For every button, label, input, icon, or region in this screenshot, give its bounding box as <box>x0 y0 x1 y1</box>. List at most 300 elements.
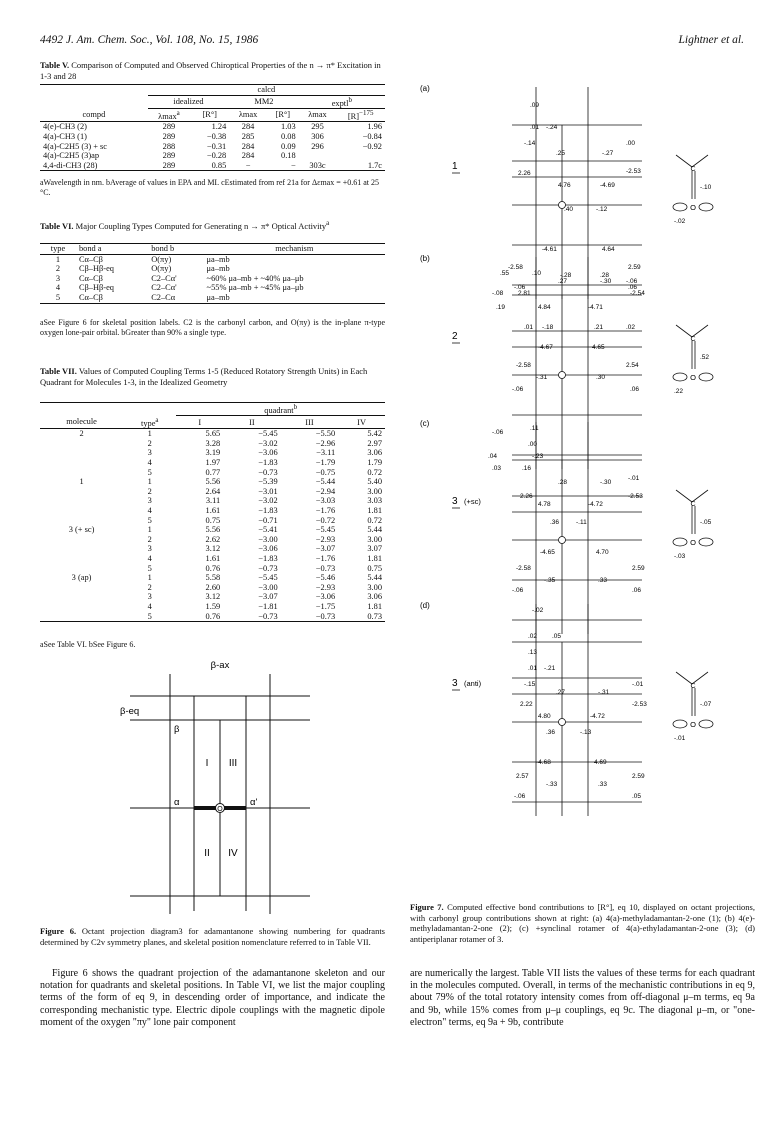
figure7-bond-contribution: -.31 <box>536 374 548 381</box>
table7-cell-q1: 3.28 <box>205 438 221 448</box>
table5-col-r175: $[R]^{-175}$ <box>347 108 374 121</box>
figure7-bond-contribution: 2.81 <box>518 290 531 297</box>
table7-cell-type: 4 <box>147 506 152 516</box>
figure7-bond-contribution: -.13 <box>580 729 592 736</box>
figure6-label-o: O <box>217 806 223 813</box>
figure7-panel-tag: (a) <box>420 85 430 93</box>
table6-cell-bond-a: Cα–Cβ <box>78 292 103 302</box>
table7-cell-molecule <box>40 535 123 545</box>
table7-cell-q3: −5.45 <box>315 525 336 535</box>
table7-cell-q3: −2.93 <box>315 582 336 592</box>
table5-footnote: aWavelength in nm. bAverage of values in EPA and MI. cEstimated from ref 21a for Δεmax = +0.61 at 25 °C. <box>40 178 380 197</box>
table7-cell-q2: −5.39 <box>258 477 278 487</box>
figure7-bond-contribution: 2.59 <box>628 264 641 271</box>
table7-cell-q2: −0.73 <box>258 563 278 573</box>
table6-cell-mechanism: ~60% μa–mb + ~40% μa–μb <box>206 273 304 283</box>
table-row <box>40 573 385 583</box>
table7-cell-type: 2 <box>147 438 152 448</box>
table7-cell-q1: 0.77 <box>205 467 221 477</box>
table7-cell-q1: 3.19 <box>205 448 221 458</box>
table7-cell-q2: −0.73 <box>258 611 278 621</box>
table6-cell-mechanism: μa–mb <box>206 264 230 274</box>
table-row <box>40 468 385 478</box>
table-row <box>40 612 385 622</box>
table7-cell-q2: −3.02 <box>258 496 278 506</box>
table-row <box>40 293 385 303</box>
table-row <box>40 161 385 171</box>
table-row <box>40 496 385 506</box>
figure7-bond-contribution: -2.58 <box>508 264 523 271</box>
table5-cell-r3 <box>336 151 385 161</box>
figure7-bond-contribution: -.02 <box>532 607 544 614</box>
figure7-panel-tag: (c) <box>420 420 430 428</box>
table5-cell-compd: 4,4-di-CH3 (28) <box>43 160 98 170</box>
figure7-bond-contribution: -.06 <box>514 793 526 800</box>
table7-cell-type: 1 <box>147 429 152 439</box>
table5-cell-r2: 0.09 <box>281 141 296 151</box>
figure7-carbonyl-contribution: -.05 <box>700 519 712 526</box>
figure7-bond-contribution: .40 <box>564 206 574 213</box>
table7-cell-type: 2 <box>147 582 152 592</box>
figure7-bond-contribution: .09 <box>530 102 540 109</box>
table5-cell-l1: 289 <box>162 160 176 170</box>
table5-cell-l2: − <box>245 160 251 170</box>
figure7-carbonyl-contribution-2: -.01 <box>674 735 686 742</box>
figure7-bond-contribution: -.15 <box>524 681 536 688</box>
table7-cell-molecule: 3 (ap) <box>71 573 92 583</box>
table7-cell-q4: 0.75 <box>367 563 382 573</box>
figure7-molecule-number: 3 <box>452 678 458 689</box>
figure7-bond-contribution: 4.65 <box>592 344 605 351</box>
table7-cell-q3: −0.73 <box>315 563 336 573</box>
table7-cell-type: 1 <box>147 573 152 583</box>
figure7-bond-contribution: -.01 <box>632 681 644 688</box>
table5-cell-compd: 4(a)-C2H5 (3)ap <box>43 151 100 161</box>
table7-cell-q2: −0.73 <box>258 467 278 477</box>
figure7-bond-contribution: .21 <box>594 324 604 331</box>
table-row <box>40 254 385 264</box>
table7-cell-q2: −3.06 <box>258 448 278 458</box>
table-row <box>40 448 385 458</box>
figure7-carbonyl-o: O <box>690 538 696 547</box>
table7-cell-q1: 2.60 <box>205 582 221 592</box>
table7-cell-q4: 3.07 <box>367 544 382 554</box>
table7-cell-q2: −5.45 <box>258 573 278 583</box>
table5-group-calcd: calcd <box>148 85 385 96</box>
table7-cell-q1: 5.56 <box>205 525 221 535</box>
table6-col-bond-b: bond b <box>151 244 175 253</box>
table7-cell-q2: −0.71 <box>258 515 278 525</box>
figure7-bond-contribution: -.06 <box>512 386 524 393</box>
table7-group-quadrant: quadrant$^b$ <box>176 403 385 416</box>
table7-cell-q2: −3.02 <box>258 438 278 448</box>
table7-cell-q1: 1.97 <box>205 458 221 468</box>
figure7-bond-contribution: .05 <box>632 793 642 800</box>
figure6-label-alpha-prime: α' <box>250 797 258 808</box>
table7-cell-q4: 0.73 <box>367 611 382 621</box>
table-row <box>40 458 385 468</box>
figure6-label-bax: β-ax <box>210 660 230 671</box>
table5-cell-r1: −0.31 <box>206 141 227 151</box>
figure7-bond-contribution: -.14 <box>524 140 536 147</box>
figure7-bond-contribution: .25 <box>556 150 566 157</box>
table7-cell-molecule <box>40 468 123 478</box>
table6-cell-bond-b: O(πy) <box>151 254 172 264</box>
table5 <box>40 84 385 171</box>
table7-cell-molecule <box>40 583 123 593</box>
table6-cell-bond-b: C2–Cα' <box>151 273 177 283</box>
figure7-caption: Figure 7. Computed effective bond contributions to [R°], eq 10, displayed on octant projections, with carbonyl group contributions shown at right: (a) 4(a)-methyladamantan-2-one (1); (b) 4(e)-methyladamantan-2-one (2); (c) +synclinal rotamer of 4(a)-ethyladamantan-2-one (3); (d) antiperiplanar rotamer of 3. <box>410 902 755 944</box>
table5-cell-r1: −0.28 <box>206 151 227 161</box>
table7-cell-q3: −3.06 <box>315 592 336 602</box>
figure7-carbonyl-contribution-2: -.02 <box>674 218 686 225</box>
figure7-bond-contribution: -2.53 <box>628 493 643 500</box>
table-row <box>40 525 385 535</box>
table5-cell-l2: 284 <box>241 151 255 161</box>
table5-cell-r1: 1.24 <box>211 122 227 132</box>
table5-group-mm2: MM2 <box>229 95 298 108</box>
figure7-molecule-rotamer: (anti) <box>464 679 482 688</box>
table7-cell-q2: −3.06 <box>258 544 278 554</box>
table5-cell-r3: 1.96 <box>367 122 382 132</box>
table7-cell-q2: −1.83 <box>258 506 278 516</box>
table-row <box>40 602 385 612</box>
figure7-bond-contribution: .00 <box>528 441 538 448</box>
figure7-carbonyl-contribution: -.10 <box>700 184 712 191</box>
table7-cell-q3: −3.07 <box>315 544 336 554</box>
table7-cell-q4: 1.81 <box>367 506 382 516</box>
table7-cell-type: 4 <box>147 601 152 611</box>
figure7-carbonyl-c: C <box>690 683 696 690</box>
table5-cell-l2: 284 <box>241 141 255 151</box>
table5-group-idealized: idealized <box>148 95 230 108</box>
figure7-bond-contribution: -.12 <box>596 206 608 213</box>
table7-cell-q1: 1.61 <box>205 506 221 516</box>
table-row <box>40 274 385 284</box>
figure7-carbonyl-contribution: -.07 <box>700 701 712 708</box>
figure7-bond-contribution: -4.71 <box>588 304 603 311</box>
table5-cell-compd: 4(a)-C2H5 (3) + sc <box>43 141 108 151</box>
table5-cell-r1: −0.38 <box>206 131 227 141</box>
table7-cell-q1: 1.61 <box>205 554 221 563</box>
figure7-bond-contribution: 4.80 <box>538 713 551 720</box>
figure7-bond-contribution: -.08 <box>492 290 504 297</box>
table7-cell-type: 4 <box>147 554 152 563</box>
table6 <box>40 243 385 304</box>
figure7-bond-contribution: .28 <box>558 479 568 486</box>
figure7-bond-contribution: -.35 <box>544 577 556 584</box>
table7-cell-type: 3 <box>147 448 152 458</box>
figure7-bond-contribution: .36 <box>550 519 560 526</box>
table7-cell-q1: 0.76 <box>205 563 221 573</box>
table-row <box>40 283 385 293</box>
figure6-quadrant-i: I <box>205 758 209 769</box>
table5-cell-l2: 284 <box>241 122 255 132</box>
table5-cell-r3: 1.7c <box>367 160 382 170</box>
figure7-panel-tag: (d) <box>420 602 430 610</box>
figure7-bond-contribution: -4.72 <box>588 501 603 508</box>
table7-cell-q3: −0.75 <box>315 467 336 477</box>
figure7-bond-contribution: .36 <box>546 729 556 736</box>
figure7-bond-contribution: -.31 <box>598 689 610 696</box>
table7-cell-type: 3 <box>147 544 152 554</box>
running-header-left: 4492 J. Am. Chem. Soc., Vol. 108, No. 15, 1986 <box>40 34 259 46</box>
figure7-bond-contribution: -.33 <box>546 781 558 788</box>
table5-cell-l3: 306 <box>311 131 324 141</box>
table7-cell-type: 5 <box>147 611 152 621</box>
table7-cell-q3: −5.46 <box>315 573 336 583</box>
table5-cell-l1: 289 <box>162 151 176 161</box>
table-row <box>40 506 385 516</box>
figure7-bond-contribution: -2.53 <box>626 168 641 175</box>
table7-cell-q4: 3.03 <box>367 496 382 506</box>
figure7-bond-contribution: 4.70 <box>596 549 609 556</box>
table7-cell-q2: −3.00 <box>258 534 278 544</box>
figure7-bond-contribution: -4.72 <box>590 713 605 720</box>
table7-cell-q1: 0.75 <box>205 515 221 525</box>
figure7-bond-contribution: 4.78 <box>538 501 551 508</box>
figure7-bond-contribution: 2.57 <box>516 773 529 780</box>
table7-cell-q1: 5.58 <box>205 573 221 583</box>
table5-cell-r2: 1.03 <box>281 122 296 132</box>
table5-cell-compd: 4(a)-CH3 (1) <box>43 131 87 141</box>
figure6-octant-diagram <box>120 656 320 916</box>
table5-cell-r3: −0.92 <box>362 141 382 151</box>
figure7-carbonyl-o: O <box>690 373 696 382</box>
table7-cell-molecule: 2 <box>79 429 84 439</box>
table7-cell-q4: 5.40 <box>367 477 382 487</box>
table7-cell-molecule <box>40 564 123 574</box>
table5-col-lmax: λmax$^a$ <box>158 108 180 121</box>
figure7-bond-contribution: -.06 <box>512 587 524 594</box>
table7-cell-q1: 3.12 <box>205 592 221 602</box>
figure7-bond-contribution: .02 <box>528 633 538 640</box>
table7-cell-molecule <box>40 487 123 497</box>
table7-cell-q3: −5.50 <box>315 429 336 439</box>
table7-cell-q4: 2.97 <box>367 438 382 448</box>
table7-cell-molecule <box>40 592 123 602</box>
figure7-bond-contribution: -.24 <box>546 124 558 131</box>
table-row <box>40 487 385 497</box>
figure7-bond-contribution: .06 <box>630 386 640 393</box>
table-row <box>40 132 385 142</box>
table7-col-q3: III <box>305 417 314 427</box>
figure7-bond-contribution: 4.84 <box>538 304 551 311</box>
table5-col-lmax-2: λmax <box>238 110 258 120</box>
table7-cell-q1: 5.56 <box>205 477 221 487</box>
table7-cell-q1: 2.62 <box>205 534 221 544</box>
table6-cell-mechanism: μa–mb <box>206 254 230 264</box>
figure7-bond-contribution: -2.53 <box>632 701 647 708</box>
table7-cell-molecule <box>40 496 123 506</box>
table5-cell-l3: 295 <box>311 122 324 132</box>
figure7-bond-contribution: .00 <box>626 140 636 147</box>
figure7-bond-contribution: -2.58 <box>516 362 531 369</box>
figure7-bond-contribution: 2.59 <box>632 565 645 572</box>
table6-cell-bond-b: O(πy) <box>151 264 172 274</box>
table5-col-r: [R°] <box>202 110 217 120</box>
figure7-bond-contribution: -.30 <box>600 479 612 486</box>
table7-cell-molecule <box>40 448 123 458</box>
figure7-molecule-number: 3 <box>452 496 458 507</box>
table7-cell-q2: −1.83 <box>258 458 278 468</box>
table-row <box>40 122 385 132</box>
table-row <box>40 151 385 161</box>
figure7-bond-contribution: -.23 <box>532 453 544 460</box>
figure6-caption: Figure 6. Octant projection diagram3 for adamantanone showing numbering for quadrants determined by C2v symmetry planes, and skeletal position nomenclature referred to in Table VII. <box>40 926 385 947</box>
table7-col-q4: IV <box>357 417 367 427</box>
figure7-bond-contribution: .01 <box>528 665 538 672</box>
figure7-bond-contribution: -.18 <box>542 324 554 331</box>
figure7-bond-contribution: .02 <box>626 324 636 331</box>
figure7-bond-contribution: -4.69 <box>600 182 615 189</box>
figure7-panel-4 <box>412 602 752 822</box>
table7-cell-q3: −1.79 <box>315 458 336 468</box>
table7-cell-q3: −1.75 <box>315 601 336 611</box>
table6-cell-mechanism: ~55% μa–mb + ~45% μa–μb <box>206 283 304 293</box>
table7-cell-q3: −3.03 <box>315 496 336 506</box>
figure7-bond-contribution: -2.54 <box>630 290 645 297</box>
figure6-label-beta: β <box>174 724 180 735</box>
table6-cell-bond-a: Cα–Cβ <box>78 273 103 283</box>
table7-cell-q2: −3.07 <box>258 592 278 602</box>
figure7-bond-contribution: 2.22 <box>520 701 533 708</box>
table6-cell-type: 2 <box>55 264 61 274</box>
table7-cell-q1: 3.11 <box>205 496 221 506</box>
table7-cell-molecule <box>40 516 123 526</box>
table7-cell-molecule <box>40 554 123 564</box>
table6-cell-bond-b: C2–Cα <box>151 292 176 302</box>
figure7-bond-contribution: 4.76 <box>558 182 571 189</box>
table6-cell-bond-a: Cα–Cβ <box>78 254 103 264</box>
figure7-bond-contribution: .04 <box>488 453 498 460</box>
figure7-panel-tag: (b) <box>420 255 430 263</box>
table7-cell-molecule <box>40 602 123 612</box>
figure7-bond-contribution: -.06 <box>626 278 638 285</box>
table-row <box>40 516 385 526</box>
figure7-bond-contribution: 2.54 <box>626 362 639 369</box>
figure7-bond-contribution: -.28 <box>560 272 572 279</box>
figure7-carbonyl-contribution: .52 <box>700 354 710 361</box>
table7-cell-molecule <box>40 439 123 449</box>
table7-cell-q1: 3.12 <box>205 544 221 554</box>
figure6-quadrant-ii: II <box>204 848 210 859</box>
table5-cell-r2: 0.08 <box>281 131 296 141</box>
figure7-bond-contribution: -4.65 <box>540 549 555 556</box>
table7-cell-q4: 5.44 <box>367 573 382 583</box>
table7-cell-molecule <box>40 612 123 622</box>
figure7-carbonyl-c: C <box>690 336 696 343</box>
figure7-bond-contribution: -.30 <box>600 278 612 285</box>
table7-cell-type: 2 <box>147 534 152 544</box>
table7-cell-q4: 3.06 <box>367 592 382 602</box>
table7-cell-molecule <box>40 506 123 516</box>
figure6-label-beq: β-eq <box>120 706 140 717</box>
figure7-bond-contribution: .10 <box>532 270 542 277</box>
figure7-bond-contribution: -.27 <box>602 150 614 157</box>
figure7-bond-contribution: -2.58 <box>516 565 531 572</box>
figure7-bond-contribution: -4.68 <box>536 759 551 766</box>
table-row <box>40 439 385 449</box>
figure7-bond-contribution: -.01 <box>628 475 640 482</box>
figure7-bond-contribution: .16 <box>522 465 532 472</box>
figure7-bond-contribution: 2.59 <box>632 773 645 780</box>
table7-cell-q4: 3.00 <box>367 582 382 592</box>
table7-caption: Table VII. Values of Computed Coupling Terms 1-5 (Reduced Rotatory Strength Units) in Each Quadrant for Molecules 1-3, in the Idealized Geometry <box>40 366 368 387</box>
table7-cell-type: 1 <box>147 525 152 535</box>
table7-cell-q1: 1.59 <box>205 601 221 611</box>
table6-cell-bond-b: C2–Cα' <box>151 283 177 293</box>
figure7-bond-contribution: .01 <box>530 124 540 131</box>
table7-footnote: aSee Table VI. bSee Figure 6. <box>40 640 136 649</box>
table-row <box>40 264 385 274</box>
table7-cell-q4: 1.79 <box>367 458 382 468</box>
figure7-bond-contribution: .30 <box>596 374 606 381</box>
table7-cell-q2: −5.41 <box>258 525 278 535</box>
table7-cell-type: 5 <box>147 563 152 573</box>
figure7-carbonyl-contribution-2: -.03 <box>674 553 686 560</box>
table-row <box>40 429 385 439</box>
table5-cell-r1: 0.85 <box>211 160 227 170</box>
table7-col-q2: II <box>249 417 255 427</box>
figure7-bond-contribution: .33 <box>598 781 608 788</box>
table7-cell-q2: −1.83 <box>258 554 278 563</box>
table6-cell-bond-a: Cβ–Hβ-eq <box>78 264 114 274</box>
table7-col-molecule: molecule <box>66 417 97 427</box>
figure7-bond-contribution: .27 <box>556 689 566 696</box>
figure7-bond-contribution: -.06 <box>514 284 526 291</box>
table-row <box>40 554 385 564</box>
figure7-bond-contribution: 2.26 <box>518 170 531 177</box>
figure6-quadrant-iv: IV <box>228 848 238 859</box>
table6-cell-type: 3 <box>55 273 61 283</box>
table7-cell-q4: 3.06 <box>367 448 382 458</box>
table7-cell-q1: 0.76 <box>205 611 221 621</box>
table7-cell-q2: −5.45 <box>258 429 278 439</box>
table7-cell-q4: 3.00 <box>367 534 382 544</box>
table7-cell-q1: 2.64 <box>205 486 221 496</box>
figure7-bond-contribution: .03 <box>492 465 502 472</box>
table7-col-type: type$^a$ <box>141 415 159 428</box>
table7-cell-q4: 3.00 <box>367 486 382 496</box>
figure7-bond-contribution: .28 <box>600 272 610 279</box>
figure7-carbonyl-o: O <box>690 720 696 729</box>
table-row <box>40 592 385 602</box>
table7-cell-q3: −1.76 <box>315 554 336 563</box>
figure7-bond-contribution: .33 <box>598 577 608 584</box>
table5-cell-l1: 288 <box>162 141 176 151</box>
table6-caption: Table VI. Major Coupling Types Computed for Generating n → π* Optical Activity$^a$ <box>40 219 330 231</box>
table7-cell-q3: −2.93 <box>315 534 336 544</box>
table-row <box>40 535 385 545</box>
table6-col-mechanism: mechanism <box>275 244 314 253</box>
table5-col-r-2: [R°] <box>275 110 291 120</box>
table7-cell-q2: −1.81 <box>258 601 278 611</box>
figure7-bond-contribution: .06 <box>628 284 638 291</box>
table6-cell-bond-a: Cβ–Hβ-eq <box>78 283 114 293</box>
table7-cell-q4: 1.81 <box>367 601 382 611</box>
table-row <box>40 583 385 593</box>
table7-cell-type: 2 <box>147 486 152 496</box>
figure7-bond-contribution: .55 <box>500 270 510 277</box>
body-text-right: are numerically the largest. Table VII lists the values of these terms for each quadrant in the molecules computed. Overall, in terms of the mechanistic contributions in eq 9, about 79% of the total rotatory intensity comes from off-diagonal μ–m terms, eq 9a and 9b, while 15% comes from μ–μ couplings, eq 9c. The diagonal μ–m, or "one-electron" terms, eq 9a + 9b, contribute <box>410 968 755 1028</box>
figure7-bond-contribution: .13 <box>528 649 538 656</box>
table7 <box>40 402 385 622</box>
table7-cell-type: 4 <box>147 458 152 468</box>
table7-cell-q3: −2.94 <box>315 486 336 496</box>
table6-col-type: type <box>50 244 66 253</box>
table7-cell-molecule: 3 (+ sc) <box>68 525 95 535</box>
